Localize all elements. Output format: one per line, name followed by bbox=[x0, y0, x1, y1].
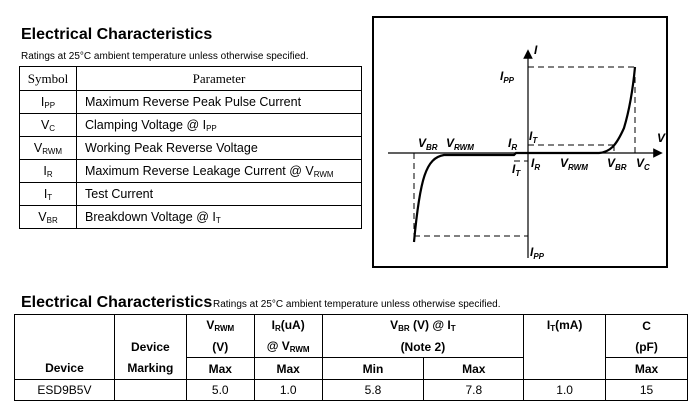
device-table-header-row-3 bbox=[15, 358, 688, 380]
parameter-cell: Test Current bbox=[77, 183, 362, 206]
device-table bbox=[14, 314, 688, 401]
header-max: Max bbox=[186, 358, 254, 380]
it-cell: 1.0 bbox=[524, 380, 606, 401]
table-row bbox=[20, 114, 362, 137]
parameter-cell: Maximum Reverse Leakage Current @ $V_{RWM}$ bbox=[77, 160, 362, 183]
header-cell bbox=[524, 358, 606, 380]
header-vrwm: $V_{RWM}$ bbox=[186, 315, 254, 337]
table-row bbox=[15, 380, 688, 401]
header-it: $I_T(mA)$ bbox=[524, 315, 606, 337]
symbol-cell: $V_{BR}$ bbox=[20, 206, 77, 229]
ipp-top-label: $I_{PP}$ bbox=[500, 69, 515, 85]
iv-curve-diagram bbox=[372, 16, 668, 268]
device-table-header-row-2 bbox=[15, 336, 688, 358]
it-upper-label: $I_T$ bbox=[529, 129, 538, 145]
parameter-cell: Clamping Voltage @ $I_{PP}$ bbox=[77, 114, 362, 137]
symbol-table bbox=[19, 66, 362, 229]
symbol-cell: $I_{PP}$ bbox=[20, 91, 77, 114]
header-vbr-note: (Note 2) bbox=[322, 336, 524, 358]
iv-curve-svg bbox=[374, 18, 670, 270]
header-vbr: $V_{BR}$ (V) @ $I_T$ bbox=[322, 315, 524, 337]
header-cell bbox=[15, 336, 115, 358]
vrwm-cell: 5.0 bbox=[186, 380, 254, 401]
vbr-min-cell: 5.8 bbox=[322, 380, 424, 401]
section2-title: Electrical Characteristics bbox=[21, 294, 213, 311]
symbol-cell: $I_T$ bbox=[20, 183, 77, 206]
parameter-cell: Breakdown Voltage @ $I_T$ bbox=[77, 206, 362, 229]
header-vrwm-unit: (V) bbox=[186, 336, 254, 358]
ir-cell: 1.0 bbox=[254, 380, 322, 401]
header-ir-at: @ $V_{RWM}$ bbox=[254, 336, 322, 358]
vbr-left-label: $V_{BR}$ bbox=[418, 136, 438, 152]
section1-subtitle: Ratings at 25°C ambient temperature unless otherwise specified. bbox=[21, 51, 309, 62]
table-row bbox=[20, 183, 362, 206]
header-min: Min bbox=[322, 358, 424, 380]
symbol-cell: $V_C$ bbox=[20, 114, 77, 137]
iv-curve bbox=[414, 67, 635, 242]
header-cell bbox=[114, 315, 186, 337]
header-device-marking-2: Marking bbox=[114, 358, 186, 380]
ipp-bottom-label: $I_{PP}$ bbox=[530, 245, 545, 261]
device-table-header-row-1 bbox=[15, 315, 688, 337]
parameter-cell: Working Peak Reverse Voltage bbox=[77, 137, 362, 160]
table-row bbox=[20, 206, 362, 229]
table-row bbox=[20, 160, 362, 183]
header-max: Max bbox=[606, 358, 688, 380]
header-max: Max bbox=[424, 358, 524, 380]
header-cell bbox=[524, 336, 606, 358]
v-axis-label: V bbox=[657, 131, 666, 145]
symbol-cell: $V_{RWM}$ bbox=[20, 137, 77, 160]
i-axis-label: I bbox=[534, 43, 538, 57]
c-cell: 15 bbox=[606, 380, 688, 401]
header-max: Max bbox=[254, 358, 322, 380]
symbol-cell: $I_R$ bbox=[20, 160, 77, 183]
vrwm-right-label: $V_{RWM}$ bbox=[560, 156, 588, 172]
header-device: Device bbox=[15, 358, 115, 380]
header-device-marking-1: Device bbox=[114, 336, 186, 358]
table-row bbox=[20, 137, 362, 160]
section2-subtitle: Ratings at 25°C ambient temperature unless otherwise specified. bbox=[213, 299, 501, 310]
col-parameter-header: Parameter bbox=[77, 67, 362, 91]
ir-left-label: $I_R$ bbox=[508, 136, 518, 152]
header-cell bbox=[15, 315, 115, 337]
vbr-max-cell: 7.8 bbox=[424, 380, 524, 401]
vbr-right-label: $V_{BR}$ bbox=[607, 156, 627, 172]
vc-right-label: $V_C$ bbox=[636, 156, 650, 172]
header-c: C bbox=[606, 315, 688, 337]
col-symbol-header: Symbol bbox=[20, 67, 77, 91]
marking-cell bbox=[114, 380, 186, 401]
vrwm-left-label: $V_{RWM}$ bbox=[446, 136, 474, 152]
header-c-unit: (pF) bbox=[606, 336, 688, 358]
table-row bbox=[20, 91, 362, 114]
header-ir: $I_R(uA)$ bbox=[254, 315, 322, 337]
symbol-table-header bbox=[20, 67, 362, 91]
parameter-cell: Maximum Reverse Peak Pulse Current bbox=[77, 91, 362, 114]
it-lower-label: $I_T$ bbox=[512, 162, 521, 178]
ir-right-label: $I_R$ bbox=[531, 156, 541, 172]
section1-title: Electrical Characteristics bbox=[21, 26, 213, 43]
device-cell: ESD9B5V bbox=[15, 380, 115, 401]
